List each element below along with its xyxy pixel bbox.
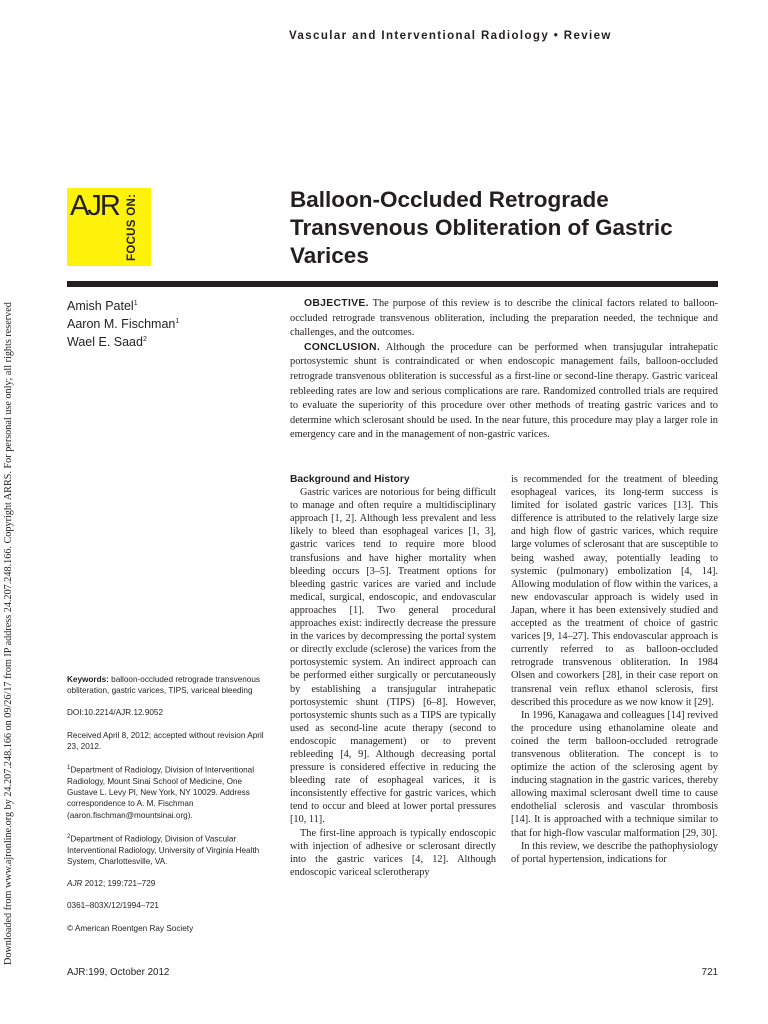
author-3: Wael E. Saad$^2$ [67, 335, 147, 350]
objective-label: OBJECTIVE. [304, 298, 369, 309]
paragraph: The first-line approach is typically endoscopic with injection of adhesive or sclerosant directly into the gastric varices [4, 12]. Although endoscopic variceal sclerotherapy [290, 827, 496, 878]
paragraph: In this review, we describe the pathophysiology of portal hypertension, indications for [511, 840, 718, 865]
focus-on-text: FOCUS ON: [126, 193, 138, 261]
article-metadata [67, 674, 267, 945]
download-stamp [3, 135, 19, 965]
section-heading: Background and History [290, 474, 410, 485]
abstract-objective: OBJECTIVE. The purpose of this review is to describe the clinical factors related to balloon-occluded retrograde transvenous obliteration, including the preparation needed, the technique and challenges, and the outcomes. [290, 298, 718, 339]
conclusion-label: CONCLUSION. [304, 341, 381, 353]
author-2: Aaron M. Fischman$^1$ [67, 317, 180, 332]
body-column-2 [511, 473, 718, 866]
title-rule [67, 281, 718, 287]
article-title: Balloon-Occluded Retrograde Transvenous Obliteration of Gastric Varices [290, 187, 673, 268]
focus-on-label [125, 189, 141, 261]
author-list [67, 296, 267, 350]
keywords: Keywords: balloon-occluded retrograde transvenous obliteration, gastric varices, TIPS, variceal bleeding [67, 675, 260, 696]
page-number: 721 [701, 967, 718, 978]
copyright: © American Roentgen Ray Society [67, 923, 194, 933]
paragraph: Gastric varices are notorious for being difficult to manage and often require a multidisciplinary approach [1, 2]. Although less prevalent and less likely to bleed than esophageal varices [1, 3], gastric varices tend to require more blood transfusions and have higher mortality when bleeding occurs [3–5]. Treatment options for bleeding gastric varices are varied and include medical, surgical, endoscopic, and endovascular approaches [1]. Two general procedural approaches exist: indirectly decrease the pressure in the varices by decompressing the portal system or directly exclude (sclerose) the varices from the portosystemic system. An indirect approach can be performed either surgically or percutaneously by establishing a transjugular intrahepatic portosystemic shunt (TIPS) [6–8]. However, portosystemic shunts such as a TIPS are typically used as second-line acute therapy (second to endoscopic management) or to prevent rebleeding [4, 9]. Although decreasing portal pressure is considered effective in reducing the bleeding rate of esophageal varices, it is inconsistently effective for gastric varices, which tend to occur and bleed at lower portal pressures [10, 11]. [290, 487, 496, 826]
abstract [290, 297, 718, 443]
author-1: Amish Patel$^1$ [67, 299, 138, 314]
paragraph: is recommended for the treatment of bleeding esophageal varices, its long-term success is limited for isolated gastric varices [13]. This difference is attributed to the relatively large size and high flow of gastric varices, which require large volumes of sclerosant that are susceptible to being washed away, potentially leading to systemic (pulmonary) embolization [4, 14]. Allowing modulation of flow within the varices, a new endovascular approach is widely used in Japan, where it has been extensively studied and accepted as the treatment of choice of gastric varices [9, 14–27]. This endovascular approach is currently referred to as balloon-occluded retrograde transvenous obliteration. In 1984 Olsen and coworkers [28], in their case report on transrenal vein reflux ethanol sclerosis, first described this procedure as we now know it [29]. [511, 474, 718, 708]
body-column-1 [290, 473, 496, 879]
issn: 0361–803X/12/1994–721 [67, 901, 159, 911]
affiliation-2: $^2$Department of Radiology, Division of Vascular Interventional Radiology, University of Virginia Health System, Charlottesville, VA. [67, 833, 260, 866]
affiliation-1: $^1$Department of Radiology, Division of Interventional Radiology, Mount Sinai School of Medicine, One Gustave L. Levy Pl, New York, NY 10029. Address correspondence to A. M. Fischman (aaron.fischman@mountsinai.org). [67, 765, 255, 820]
running-header: Vascular and Interventional Radiology • Review [289, 30, 612, 42]
citation: AJR 2012; 199:721–729 [67, 879, 156, 889]
received-dates: Received April 8, 2012; accepted without revision April 23, 2012. [67, 730, 264, 751]
paragraph: In 1996, Kanagawa and colleagues [14] revived the procedure using ethanolamine oleate and coined the term balloon-occluded retrograde transvenous obliteration. The concept is to optimize the action of the sclerosing agent by inducing stagnation in the gastric varices, thereby allowing maximal sclerosant dwell time to cause endothelial sclerosis and vascular thrombosis [14]. It is approached with a technique similar to that for high-flow vascular malformation [29, 30]. [511, 709, 718, 839]
doi: DOI:10.2214/AJR.12.9052 [67, 708, 164, 718]
download-stamp-text: Downloaded from www.ajronline.org by 24.207.248.166 on 09/26/17 from IP address 24.207.248.166. Copyright ARRS. For personal use only; all rights reserved [3, 302, 14, 965]
footer-journal-info: AJR:199, October 2012 [67, 967, 170, 978]
abstract-conclusion: CONCLUSION. Although the procedure can be performed when transjugular intrahepatic portosystemic shunt is contraindicated or when endoscopic management fails, balloon-occluded retrograde transvenous obliteration is successful as a first-line or second-line therapy. Gastric variceal rebleeding rates are low and serious complications are rare. Randomized controlled trials are required to evaluate the superiority of this procedure over other methods of treating gastric varices and to determine which sclerosant should be used. In the near future, this procedure may play a larger role in emergency care and in the management of non-gastric varices. [290, 341, 718, 441]
ajr-logo-text: AJR [70, 190, 119, 222]
